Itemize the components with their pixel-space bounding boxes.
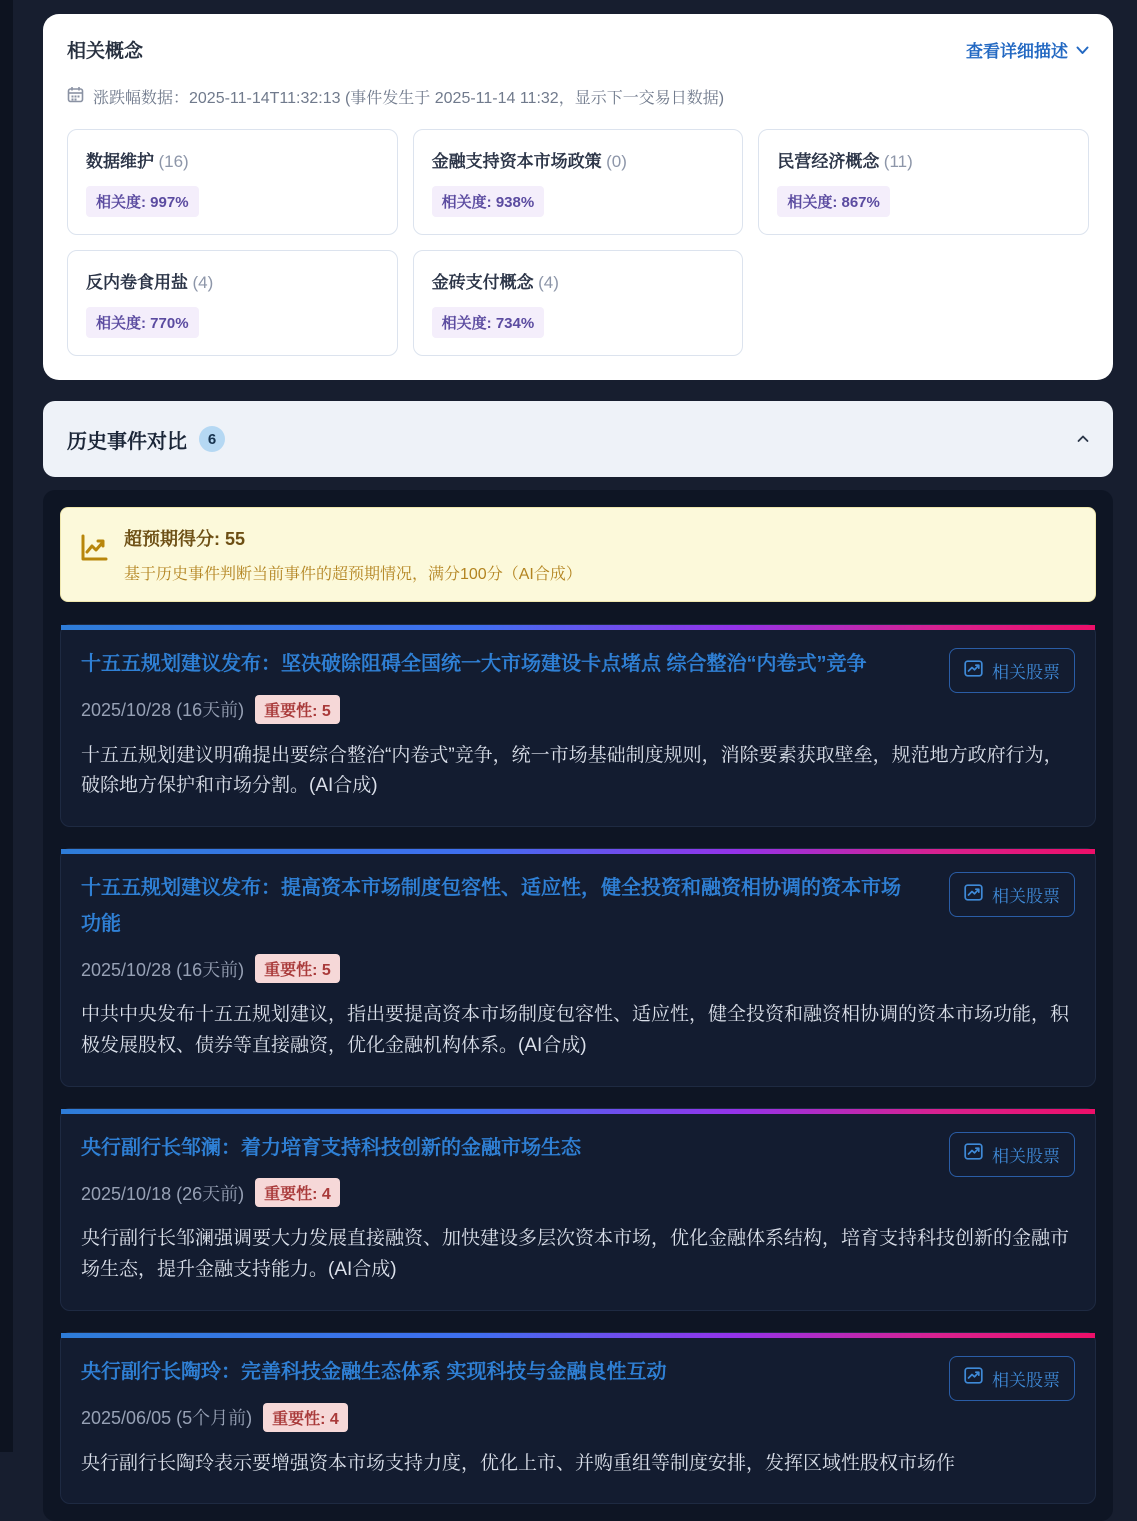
event-meta-row bbox=[81, 1403, 1075, 1432]
timestamp-row bbox=[67, 85, 1089, 108]
event-body bbox=[61, 630, 1095, 826]
concept-title-row bbox=[432, 147, 725, 172]
related-stocks-label: 相关股票 bbox=[992, 1370, 1060, 1390]
view-detail-link[interactable] bbox=[966, 37, 1089, 62]
history-event-card bbox=[60, 624, 1096, 827]
concept-card[interactable] bbox=[67, 129, 398, 235]
score-alert-box bbox=[60, 507, 1096, 602]
event-meta-row bbox=[81, 1178, 1075, 1207]
importance-badge: 重要性: 4 bbox=[263, 1403, 348, 1432]
chart-icon bbox=[964, 884, 983, 906]
concept-grid bbox=[67, 129, 1089, 356]
chart-icon bbox=[964, 1143, 983, 1165]
related-stocks-button[interactable] bbox=[949, 1356, 1075, 1401]
concept-count: (11) bbox=[883, 152, 913, 171]
section-title-history: 历史事件对比 bbox=[67, 430, 187, 453]
event-body bbox=[61, 854, 1095, 1086]
relevance-badge: 相关度: 734% bbox=[432, 307, 545, 338]
concept-name: 民营经济概念 bbox=[777, 152, 880, 171]
related-stocks-button[interactable] bbox=[949, 872, 1075, 917]
event-date: 2025/10/18 (26天前) bbox=[81, 1183, 245, 1204]
concept-title-row bbox=[86, 147, 379, 172]
concept-card[interactable] bbox=[67, 250, 398, 356]
concept-count: (4) bbox=[538, 273, 559, 292]
concept-count: (0) bbox=[606, 152, 627, 171]
event-title-link[interactable]: 十五五规划建议发布：坚决破除阻碍全国统一大市场建设卡点堵点 综合整治“内卷式”竞争 bbox=[81, 653, 867, 675]
concept-name: 反内卷食用盐 bbox=[86, 273, 188, 292]
event-description: 央行副行长邹澜强调要大力发展直接融资、加快建设多层次资本市场，优化金融体系结构，培育支持科技创新的金融市场生态，提升金融支持能力。(AI合成) bbox=[81, 1228, 1070, 1281]
concepts-header bbox=[67, 36, 1089, 63]
concept-title-row bbox=[86, 268, 379, 293]
page bbox=[43, 14, 1113, 1521]
concept-count: (16) bbox=[158, 152, 189, 171]
related-stocks-button[interactable] bbox=[949, 648, 1075, 693]
view-detail-label: 查看详细描述 bbox=[966, 42, 1068, 61]
collapse-toggle-button[interactable] bbox=[1077, 430, 1089, 448]
history-events-header bbox=[43, 401, 1113, 477]
concept-title-row bbox=[777, 147, 1070, 172]
relevance-badge: 相关度: 938% bbox=[432, 186, 545, 217]
history-events-container bbox=[43, 490, 1113, 1521]
calendar-icon bbox=[67, 86, 84, 108]
event-description: 央行副行长陶玲表示要增强资本市场支持力度，优化上市、并购重组等制度安排，发挥区域性股权市场作 bbox=[81, 1452, 956, 1474]
concept-name: 数据维护 bbox=[86, 152, 154, 171]
left-edge-strip bbox=[0, 0, 13, 1452]
chart-line-icon bbox=[79, 533, 109, 568]
related-stocks-label: 相关股票 bbox=[992, 887, 1060, 907]
event-date: 2025/06/05 (5个月前) bbox=[81, 1408, 253, 1429]
chart-icon bbox=[964, 1367, 983, 1389]
event-title-link[interactable]: 央行副行长邹澜：着力培育支持科技创新的金融市场生态 bbox=[81, 1136, 581, 1159]
event-meta-row bbox=[81, 695, 1075, 724]
concept-name: 金融支持资本市场政策 bbox=[431, 152, 602, 171]
concept-title-row bbox=[432, 268, 725, 293]
chevron-up-icon bbox=[1077, 430, 1089, 448]
event-title-link[interactable]: 十五五规划建议发布：提高资本市场制度包容性、适应性，健全投资和融资相协调的资本市场功能 bbox=[81, 877, 901, 935]
concept-count: (4) bbox=[192, 273, 214, 292]
importance-badge: 重要性: 4 bbox=[255, 1178, 340, 1207]
score-subtitle: 基于历史事件判断当前事件的超预期情况，满分100分（AI合成） bbox=[124, 566, 582, 583]
chart-icon bbox=[964, 660, 983, 682]
event-list bbox=[60, 624, 1096, 1504]
timestamp-text: 涨跌幅数据：2025-11-14T11:32:13 (事件发生于 2025-11-14 11:32，显示下一交易日数据) bbox=[93, 90, 725, 107]
related-concepts-section bbox=[43, 14, 1113, 380]
related-stocks-label: 相关股票 bbox=[992, 663, 1060, 682]
concept-card[interactable] bbox=[413, 129, 744, 235]
event-date: 2025/10/28 (16天前) bbox=[81, 959, 245, 980]
event-description: 中共中央发布十五五规划建议，指出要提高资本市场制度包容性、适应性，健全投资和融资相协调的资本市场功能，积极发展股权、债券等直接融资，优化金融机构体系。(AI合成) bbox=[81, 1004, 1070, 1057]
event-description: 十五五规划建议明确提出要综合整治“内卷式”竞争，统一市场基础制度规则，消除要素获取壁垒，规范地方政府行为，破除地方保护和市场分割。(AI合成) bbox=[81, 744, 1063, 797]
event-title-link[interactable]: 央行副行长陶玲：完善科技金融生态体系 实现科技与金融良性互动 bbox=[81, 1360, 667, 1383]
event-body bbox=[61, 1338, 1095, 1503]
chevron-down-icon bbox=[1076, 40, 1089, 60]
relevance-badge: 相关度: 770% bbox=[86, 307, 199, 338]
history-event-card bbox=[60, 848, 1096, 1087]
section-title-concepts: 相关概念 bbox=[67, 41, 144, 62]
importance-badge: 重要性: 5 bbox=[255, 954, 340, 983]
event-body bbox=[61, 1114, 1095, 1310]
relevance-badge: 相关度: 867% bbox=[777, 186, 890, 217]
score-text-block bbox=[124, 525, 582, 584]
history-count-badge: 6 bbox=[199, 426, 225, 452]
relevance-badge: 相关度: 997% bbox=[86, 186, 199, 217]
event-meta-row bbox=[81, 954, 1075, 983]
related-stocks-button[interactable] bbox=[949, 1132, 1075, 1177]
concept-card[interactable] bbox=[758, 129, 1089, 235]
history-event-card bbox=[60, 1108, 1096, 1311]
related-stocks-label: 相关股票 bbox=[992, 1146, 1060, 1166]
history-event-card bbox=[60, 1332, 1096, 1504]
importance-badge: 重要性: 5 bbox=[255, 695, 340, 724]
concept-card[interactable] bbox=[413, 250, 744, 356]
event-date: 2025/10/28 (16天前) bbox=[81, 700, 245, 721]
score-title: 超预期得分: 55 bbox=[124, 529, 246, 549]
concept-name: 金砖支付概念 bbox=[431, 273, 534, 292]
